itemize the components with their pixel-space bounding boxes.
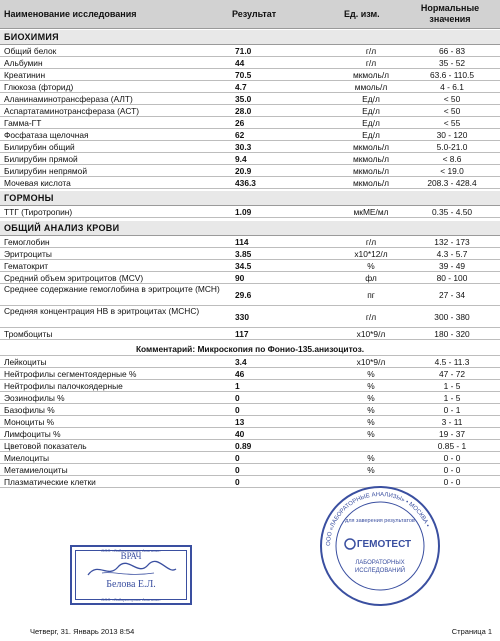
cell-name: Тромбоциты xyxy=(4,329,53,339)
cell-norm: < 55 xyxy=(443,118,461,128)
cell-norm: 1 - 5 xyxy=(443,393,461,403)
cell-name: Мочевая кислота xyxy=(4,178,71,188)
cell-value: 26 xyxy=(235,118,245,128)
cell-name: Гемоглобин xyxy=(4,237,50,247)
cell-norm: 4 - 6.1 xyxy=(440,82,464,92)
header-norm: Нормальные значения xyxy=(420,3,480,24)
cell-norm: 300 - 380 xyxy=(434,312,470,322)
cell-name: Лейкоциты xyxy=(4,357,47,367)
table-row xyxy=(0,165,500,177)
footer-page: Страница 1 xyxy=(451,627,492,636)
cell-value: 0.89 xyxy=(235,441,252,451)
cell-name: Моноциты % xyxy=(4,417,55,427)
cell-value: 0 xyxy=(235,465,240,475)
table-row xyxy=(0,141,500,153)
cell-name: Метамиелоциты xyxy=(4,465,68,475)
cell-value: 330 xyxy=(235,312,249,322)
table-row xyxy=(0,81,500,93)
cell-norm: 0.85 - 1 xyxy=(437,441,467,451)
cell-name: Общий белок xyxy=(4,46,57,56)
cell-norm: < 50 xyxy=(443,106,461,116)
logo-icon xyxy=(345,539,355,549)
table-row xyxy=(0,380,500,392)
cell-name: Нейтрофилы сегментоядерные % xyxy=(4,369,137,379)
cell-norm: 66 - 83 xyxy=(438,46,466,56)
cell-value: 28.0 xyxy=(235,106,252,116)
cell-unit: Ед/л xyxy=(362,130,380,140)
table-row xyxy=(0,368,500,380)
cell-norm: 80 - 100 xyxy=(436,273,468,283)
cell-name: Билирубин непрямой xyxy=(4,166,88,176)
cell-unit: мкмоль/л xyxy=(352,166,390,176)
table-row xyxy=(0,356,500,368)
cell-value: 20.9 xyxy=(235,166,252,176)
cell-unit: % xyxy=(367,261,375,271)
cell-unit: % xyxy=(367,453,375,463)
table-row xyxy=(0,306,500,328)
table-row xyxy=(0,117,500,129)
header-unit: Ед. изм. xyxy=(344,9,380,19)
cell-name: Цветовой показатель xyxy=(4,441,87,451)
cell-value: 35.0 xyxy=(235,94,252,104)
cell-value: 70.5 xyxy=(235,70,252,80)
cell-unit: г/л xyxy=(365,237,377,247)
cell-unit: г/л xyxy=(365,58,377,68)
cell-name: Билирубин прямой xyxy=(4,154,78,164)
cell-unit: % xyxy=(367,369,375,379)
cell-norm: 35 - 52 xyxy=(438,58,466,68)
cell-value: 1.09 xyxy=(235,207,252,217)
cell-norm: < 8.6 xyxy=(442,154,462,164)
cell-name: Среднее содержание гемоглобина в эритроците (MCH) xyxy=(4,284,220,294)
cell-unit: мкмоль/л xyxy=(352,154,390,164)
cell-value: 9.4 xyxy=(235,154,247,164)
cell-name: Базофилы % xyxy=(4,405,55,415)
cell-norm: 0 - 0 xyxy=(443,477,461,487)
footer-date: Четверг, 31. Январь 2013 8:54 xyxy=(30,627,135,636)
header-name: Наименование исследования xyxy=(4,9,137,19)
cell-value: 71.0 xyxy=(235,46,252,56)
cell-value: 40 xyxy=(235,429,245,439)
cell-name: Гамма-ГТ xyxy=(4,118,42,128)
table-row xyxy=(0,45,500,57)
cell-unit: пг xyxy=(367,290,375,300)
section-biochem: БИОХИМИЯ xyxy=(0,30,500,45)
cell-value: 13 xyxy=(235,417,245,427)
table-row xyxy=(0,452,500,464)
cell-norm: 4.3 - 5.7 xyxy=(436,249,468,259)
cell-value: 90 xyxy=(235,273,245,283)
cell-unit: мкмоль/л xyxy=(352,178,390,188)
signature-icon xyxy=(84,559,180,581)
table-row xyxy=(0,206,500,218)
cell-name: Гематокрит xyxy=(4,261,49,271)
cell-name: Миелоциты xyxy=(4,453,50,463)
table-row xyxy=(0,248,500,260)
table-row xyxy=(0,105,500,117)
cell-name: ТТГ (Тиротропин) xyxy=(4,207,73,217)
section-hormones: ГОРМОНЫ xyxy=(0,191,500,206)
table-row xyxy=(0,177,500,189)
cell-value: 3.4 xyxy=(235,357,247,367)
cell-value: 436.3 xyxy=(235,178,256,188)
cell-norm: 27 - 34 xyxy=(438,290,466,300)
cell-value: 0 xyxy=(235,453,240,463)
cell-name: Средний объем эритроцитов (MCV) xyxy=(4,273,144,283)
cell-unit: % xyxy=(367,429,375,439)
cell-value: 0 xyxy=(235,477,240,487)
comment-line: Комментарий: Микроскопия по Фонио-135.анизоцитоз. xyxy=(0,343,500,356)
cell-value: 29.6 xyxy=(235,290,252,300)
cell-value: 62 xyxy=(235,130,245,140)
laboratory-seal xyxy=(318,484,442,608)
svg-text:ГЕМОТЕСТ: ГЕМОТЕСТ xyxy=(356,539,412,550)
table-row xyxy=(0,153,500,165)
table-row xyxy=(0,428,500,440)
cell-value: 30.3 xyxy=(235,142,252,152)
cell-name: Альбумин xyxy=(4,58,43,68)
section-cbc: ОБЩИЙ АНАЛИЗ КРОВИ xyxy=(0,221,500,236)
cell-name: Эритроциты xyxy=(4,249,52,259)
cell-norm: 30 - 120 xyxy=(436,130,468,140)
table-row xyxy=(0,93,500,105)
cell-unit: х10*12/л xyxy=(354,249,388,259)
cell-value: 1 xyxy=(235,381,240,391)
cell-norm: 4.5 - 11.3 xyxy=(434,357,470,367)
cell-unit: Ед/л xyxy=(362,118,380,128)
cell-name: Средняя концентрация HB в эритроцитах (MCHC) xyxy=(4,306,200,316)
table-row xyxy=(0,272,500,284)
cell-value: 0 xyxy=(235,393,240,403)
cell-unit: фл xyxy=(365,273,377,283)
cell-value: 34.5 xyxy=(235,261,252,271)
cell-norm: 0 - 1 xyxy=(443,405,461,415)
svg-text:ЛАБОРАТОРНЫХ: ЛАБОРАТОРНЫХ xyxy=(355,560,405,566)
table-row xyxy=(0,236,500,248)
cell-unit: х10*9/л xyxy=(356,329,386,339)
cell-name: Плазматические клетки xyxy=(4,477,96,487)
cell-unit: % xyxy=(367,417,375,427)
cell-value: 46 xyxy=(235,369,245,379)
cell-unit: х10*9/л xyxy=(356,357,386,367)
cell-name: Аспартатаминотрансфераза (АСТ) xyxy=(4,106,140,116)
cell-unit: г/л xyxy=(365,46,377,56)
cell-norm: 0 - 0 xyxy=(443,465,461,475)
cell-unit: мкмоль/л xyxy=(352,142,390,152)
table-row xyxy=(0,404,500,416)
table-row xyxy=(0,440,500,452)
cell-name: Фосфатаза щелочная xyxy=(4,130,89,140)
cell-unit: % xyxy=(367,393,375,403)
cell-value: 3.85 xyxy=(235,249,252,259)
cell-name: Нейтрофилы палочкоядерные xyxy=(4,381,123,391)
cell-unit: % xyxy=(367,465,375,475)
svg-text:ООО «ЛАБОРАТОРНЫЕ АНАЛИЗЫ» • М: ООО «ЛАБОРАТОРНЫЕ АНАЛИЗЫ» • МОСКВА • xyxy=(325,491,431,547)
cell-norm: 0.35 - 4.50 xyxy=(431,207,473,217)
cell-unit: Ед/л xyxy=(362,94,380,104)
table-row xyxy=(0,129,500,141)
table-row xyxy=(0,57,500,69)
cell-name: Креатинин xyxy=(4,70,46,80)
cell-norm: 180 - 320 xyxy=(434,329,470,339)
cell-norm: 208.3 - 428.4 xyxy=(427,178,477,188)
table-row xyxy=(0,260,500,272)
cell-norm: < 50 xyxy=(443,94,461,104)
cell-norm: 0 - 0 xyxy=(443,453,461,463)
svg-text:для заверения результатов: для заверения результатов xyxy=(345,518,415,524)
cell-value: 44 xyxy=(235,58,245,68)
cell-norm: 39 - 49 xyxy=(438,261,466,271)
svg-text:ИССЛЕДОВАНИЙ: ИССЛЕДОВАНИЙ xyxy=(354,568,406,574)
cell-norm: 19 - 37 xyxy=(438,429,466,439)
cell-value: 0 xyxy=(235,405,240,415)
cell-value: 117 xyxy=(235,329,249,339)
table-row xyxy=(0,69,500,81)
cell-unit: ммоль/л xyxy=(354,82,388,92)
cell-value: 4.7 xyxy=(235,82,247,92)
table-row xyxy=(0,464,500,476)
cell-norm: 47 - 72 xyxy=(438,369,466,379)
table-row xyxy=(0,284,500,306)
cell-unit: % xyxy=(367,405,375,415)
cell-norm: < 19.0 xyxy=(440,166,464,176)
cell-unit: % xyxy=(367,381,375,391)
cell-value: 114 xyxy=(235,237,249,247)
cell-norm: 1 - 5 xyxy=(443,381,461,391)
table-header xyxy=(0,0,500,29)
cell-unit: Ед/л xyxy=(362,106,380,116)
table-row xyxy=(0,392,500,404)
cell-name: Эозинофилы % xyxy=(4,393,65,403)
cell-unit: мкмоль/л xyxy=(352,70,390,80)
cell-unit: г/л xyxy=(365,312,377,322)
cell-name: Лимфоциты % xyxy=(4,429,61,439)
cell-name: Билирубин общий xyxy=(4,142,75,152)
table-row xyxy=(0,328,500,340)
table-row xyxy=(0,416,500,428)
cell-norm: 3 - 11 xyxy=(441,417,463,427)
header-result: Результат xyxy=(232,9,277,19)
cell-norm: 63.6 - 110.5 xyxy=(429,70,475,80)
doctor-stamp: ООО «Лабораторные Анализы» ВРАЧ Белова Е.Л. ООО «Лабораторные Анализы» xyxy=(70,545,192,605)
cell-unit: мкМЕ/мл xyxy=(353,207,389,217)
cell-norm: 5.0-21.0 xyxy=(436,142,468,152)
cell-norm: 132 - 173 xyxy=(434,237,470,247)
cell-name: Аланинаминотрансфераза (АЛТ) xyxy=(4,94,133,104)
cell-name: Глюкоза (фторид) xyxy=(4,82,74,92)
